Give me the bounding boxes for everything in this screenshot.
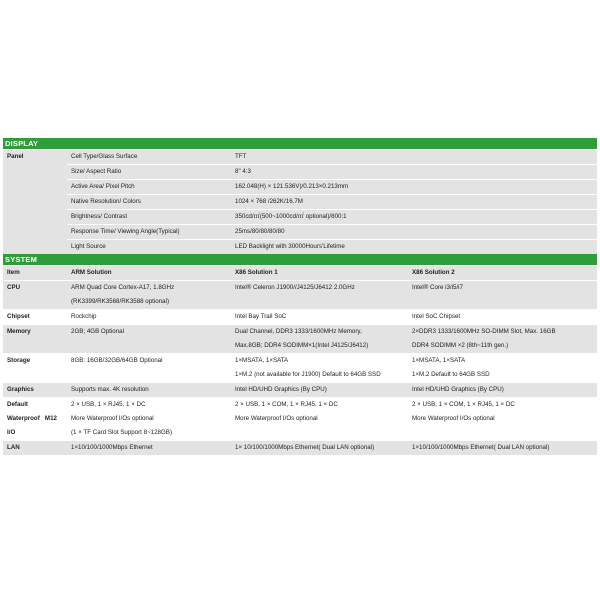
display-spec-name: Size/ Aspect Ratio	[67, 165, 231, 180]
row-label-cpu: CPU	[3, 281, 67, 310]
display-spec-name: Cell Type/Glass Surface	[67, 150, 231, 165]
row-label-chipset: Chipset	[3, 310, 67, 325]
cell-line: Default	[7, 401, 28, 408]
row-label-memory: Memory	[3, 325, 67, 354]
display-spec-name: Response Time/ Viewing Angle(Typical)	[67, 225, 231, 240]
storage-arm: 8GB: 16GB/32GB/64GB Optional	[67, 354, 231, 383]
row-label-io	[3, 398, 67, 441]
cell-line: More Waterproof I/Os optional	[71, 415, 154, 422]
row-label-storage: Storage	[3, 354, 67, 383]
chipset-x86-1: Intel Bay Trail SoC	[231, 310, 408, 325]
cell-line: 1×M.2 (not available for J1900) Default to 64GB SSD	[235, 371, 381, 378]
graphics-arm: Supports max. 4K resolution	[67, 383, 231, 398]
cell-line: Intel® Core i3/i5/i7	[412, 284, 463, 291]
cell-line: 2 × USB, 1 × COM, 1 × RJ45, 1 × DC	[412, 401, 515, 408]
cell-line: 2×DDR3 1333/1600MHz SO-DIMM Slot, Max. 16GB	[412, 328, 556, 335]
system-section-header: SYSTEM	[3, 254, 597, 265]
display-spec-value: 350cd/㎡(500~1000cd/㎡ optional)/800:1	[231, 210, 597, 225]
storage-x86-2	[408, 354, 597, 383]
lan-x86-1: 1× 10/100/1000Mbps Ethernet( Dual LAN optional)	[231, 441, 408, 456]
spec-sheet	[3, 138, 597, 455]
cell-line: Max.8GB; DDR4 SODIMM×1(Intel J4125/J6412)	[235, 342, 369, 349]
memory-x86-2	[408, 325, 597, 354]
cell-line: 2 × USB, 1 × COM, 1 × RJ45, 1 × DC	[235, 401, 338, 408]
cell-line: 1×MSATA, 1×SATA	[412, 357, 466, 364]
chipset-x86-2: Intel SoC Chipset	[408, 310, 597, 325]
display-spec-value: 162.048(H) × 121.536V)/0.213×0.213mm	[231, 180, 597, 195]
display-spec-value: TFT	[231, 150, 597, 165]
cell-line: I/O	[7, 429, 16, 436]
graphics-x86-2: Intel HD/UHD Graphics (By CPU)	[408, 383, 597, 398]
display-spec-value: 8" 4:3	[231, 165, 597, 180]
cell-line: 2 × USB, 1 × RJ45, 1 × DC	[71, 401, 146, 408]
row-label-lan: LAN	[3, 441, 67, 456]
io-arm	[67, 398, 231, 441]
cell-line: 1×M.2 Default to 64GB SSD	[412, 371, 490, 378]
lan-arm: 1×10/100/1000Mbps Ethernet	[67, 441, 231, 456]
display-spec-name: Active Area/ Pixel Pitch	[67, 180, 231, 195]
header-item: Item	[3, 266, 67, 281]
cell-line: Waterproof M12	[7, 415, 57, 422]
display-spec-name: Light Source	[67, 240, 231, 255]
display-spec-value: LED Backlight with 30000Hours'Lifetime	[231, 240, 597, 255]
cell-line: DDR4 SODIMM ×2 (8th~11th gen.)	[412, 342, 509, 349]
panel-group-label: Panel	[3, 150, 67, 255]
header-x86-solution-1: X86 Solution 1	[231, 266, 408, 281]
io-x86-1	[231, 398, 408, 441]
memory-x86-1	[231, 325, 408, 354]
io-x86-2	[408, 398, 597, 441]
cell-line: (RK3399/RK3568/RK3588 optional)	[71, 298, 170, 305]
lan-x86-2: 1×10/100/1000Mbps Ethernet( Dual LAN optional)	[408, 441, 597, 456]
display-spec-name: Native Resolution/ Colors	[67, 195, 231, 210]
display-table	[3, 149, 597, 254]
cpu-x86-2	[408, 281, 597, 310]
system-table	[3, 265, 597, 455]
cell-line: More Waterproof I/Os optional	[412, 415, 495, 422]
chipset-arm: Rockchip	[67, 310, 231, 325]
cell-line: ARM Quad Core Cortex-A17, 1.8GHz	[71, 284, 175, 291]
header-x86-solution-2: X86 Solution 2	[408, 266, 597, 281]
display-spec-value: 25ms/80/80/80/80	[231, 225, 597, 240]
cell-line: 1×MSATA, 1×SATA	[235, 357, 289, 364]
header-arm-solution: ARM Solution	[67, 266, 231, 281]
cell-line: More Waterproof I/Os optional	[235, 415, 318, 422]
cpu-x86-1	[231, 281, 408, 310]
cell-line: (1 × TF Card Slot Support 8~128GB)	[71, 429, 172, 436]
storage-x86-1	[231, 354, 408, 383]
graphics-x86-1: Intel HD/UHD Graphics (By CPU)	[231, 383, 408, 398]
memory-arm: 2GB; 4GB Optional	[67, 325, 231, 354]
cell-line: Intel® Celeron J1900//J4125/J6412 2.0GHz	[235, 284, 355, 291]
row-label-graphics: Graphics	[3, 383, 67, 398]
display-spec-value: 1024 × 768 /262K/16.7M	[231, 195, 597, 210]
display-section-header: DISPLAY	[3, 138, 597, 149]
cpu-arm	[67, 281, 231, 310]
cell-line: Dual Channel, DDR3 1333/1600MHz Memory,	[235, 328, 362, 335]
display-spec-name: Brightness/ Contrast	[67, 210, 231, 225]
